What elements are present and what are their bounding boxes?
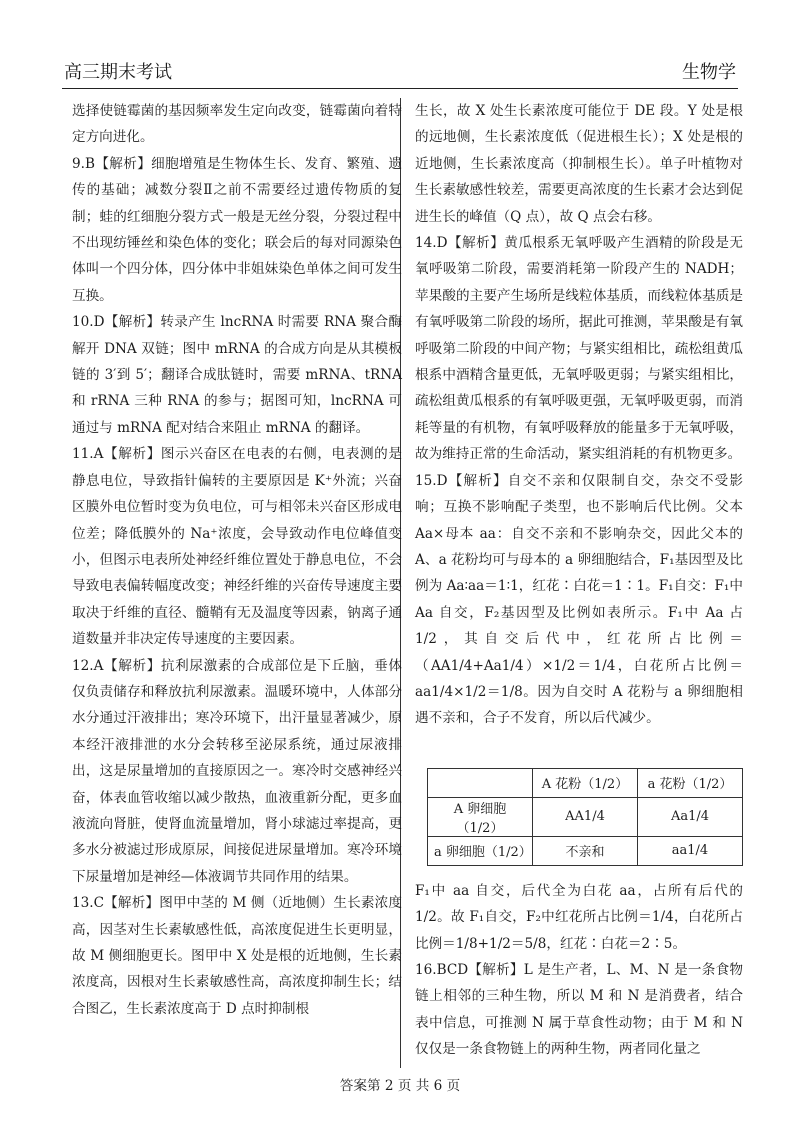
- table-row: [428, 836, 743, 865]
- answer-12: 12.A【解析】抗利尿激素的合成部位是下丘脑，垂体仅负责储存和释放抗利尿激素。温暖环境中，人体部分水分通过汗液排出；寒冷环境下，出汗量显著减少，原本经汗液排泄的水分会转移至泌尿系统，通过尿液排出，这是尿量增加的直接原因之一。寒冷时交感神经兴奋，体表血管收缩以减少散热，血液重新分配，更多血液流向肾脏，使肾血流量增加，肾小球滤过率提高，更多水分被滤过形成原尿，间接促进尿量增加。寒冷环境下尿量增加是神经—体液调节共同作用的结果。: [72, 657, 402, 885]
- table-header-cell: A 花粉（1/2）: [533, 768, 638, 797]
- table-cell: AA1/4: [533, 797, 638, 836]
- answer-paragraph: 选择使链霉菌的基因频率发生定向改变，链霉菌向着特定方向进化。: [72, 103, 402, 146]
- subject-label: 生物学: [682, 62, 736, 83]
- table-header-cell: a 花粉（1/2）: [638, 768, 743, 797]
- table-row: [428, 797, 743, 836]
- answer-15-continued: F₁中 aa 自交，后代全为白花 aa，占所有后代的 1/2。故 F₁自交，F₂中红花所占比例＝1/4，白花所占比例＝1/8+1/2＝5/8，红花∶白花＝2∶5。: [415, 882, 743, 952]
- table-cell: aa1/4: [638, 836, 743, 865]
- answer-16: 16.BCD【解析】L 是生产者，L、M、N 是一条食物链上相邻的三种生物，所以 M 和 N 是消费者，结合表中信息，可推测 N 属于草食性动物；由于 M 和 N 仅仅是一条食物链上的两种生物，两者同化量之: [415, 961, 743, 1058]
- left-column: [72, 98, 402, 1022]
- table-header-cell: [428, 768, 533, 797]
- table-cell: A 卵细胞（1/2）: [428, 797, 533, 836]
- answer-13-continued: 生长，故 X 处生长素浓度可能位于 DE 段。Y 处是根的远地侧，生长素浓度低（促进根生长）；X 处是根的近地侧，生长素浓度高（抑制根生长）。单子叶植物对生长素敏感性较差，需要更高浓度的生长素才会达到促进生长的峰值（Q 点），故 Q 点会右移。: [415, 103, 743, 225]
- page-footer: 答案第 2 页 共 6 页: [339, 1078, 461, 1094]
- header-rule: [62, 88, 738, 89]
- answer-10: 10.D【解析】转录产生 lncRNA 时需要 RNA 聚合酶解开 DNA 双链；图中 mRNA 的合成方向是从其模板链的 3′到 5′；翻译合成肽链时，需要 mRNA、tRNA 和 rRNA 三种 RNA 的参与；据图可知，lncRNA 可通过与 mRNA 配对结合来阻止 mRNA 的翻译。: [72, 314, 402, 436]
- answer-15: 15.D【解析】自交不亲和仅限制自交，杂交不受影响；互换不影响配子类型，也不影响后代比例。父本 Aa×母本 aa：自交不亲和不影响杂交，因此父本的 A、a 花粉均可与母本的 a 卵细胞结合，F₁基因型及比例为 Aa∶aa＝1∶1，红花∶白花＝1∶1。F₁自交：F₁中 Aa 自交，F₂基因型及比例如表所示。F₁中 Aa 占 1/2，其自交后代中，红花所占比例＝（AA1/4+Aa1/4）×1/2＝1/4，白花所占比例＝aa1/4×1/2＝1/8。因为自交时 A 花粉与 a 卵细胞相遇不亲和，合子不发育，所以后代减少。: [415, 472, 743, 727]
- cross-table: [427, 768, 743, 866]
- answer-11: 11.A【解析】图示兴奋区在电表的右侧，电表测的是静息电位，导致指针偏转的主要原因是 K⁺外流；兴奋区膜外电位暂时变为负电位，可与相邻未兴奋区形成电位差；降低膜外的 Na⁺浓度，会导致动作电位峰值变小，但图示电表所处神经纤维位置处于静息电位，不会导致电表偏转幅度改变；神经纤维的兴奋传导速度主要取决于纤维的直径、髓鞘有无及温度等因素，钠离子通道数量并非决定传导速度的主要因素。: [72, 446, 402, 648]
- table-cell: a 卵细胞（1/2）: [428, 836, 533, 865]
- page-header: [0, 0, 800, 83]
- table-cell: Aa1/4: [638, 797, 743, 836]
- answer-9: 9.B【解析】细胞增殖是生物体生长、发育、繁殖、遗传的基础；减数分裂Ⅱ之前不需要经过遗传物质的复制；蛙的红细胞分裂方式一般是无丝分裂，分裂过程中不出现纺锤丝和染色体的变化；联会后的每对同源染色体叫一个四分体，四分体中非姐妹染色单体之间可发生互换。: [72, 155, 402, 304]
- answer-14: 14.D【解析】黄瓜根系无氧呼吸产生酒精的阶段是无氧呼吸第二阶段，需要消耗第一阶段产生的 NADH；苹果酸的主要产生场所是线粒体基质，而线粒体基质是有氧呼吸第二阶段的场所，据此可推测，苹果酸是有氧呼吸第二阶段的中间产物；与紧实组相比，疏松组黄瓜根系中酒精含量更低，无氧呼吸更弱；与紧实组相比，疏松组黄瓜根系的有氧呼吸更强，无氧呼吸更弱，而消耗等量的有机物，有氧呼吸释放的能量多于无氧呼吸，故为维持正常的生命活动，紧实组消耗的有机物更多。: [415, 235, 743, 463]
- table-header-row: [428, 768, 743, 797]
- right-column: [415, 98, 743, 1063]
- exam-title: 高三期末考试: [64, 62, 172, 83]
- table-cell: 不亲和: [533, 836, 638, 865]
- answer-13: 13.C【解析】图甲中茎的 M 侧（近地侧）生长素浓度高，因茎对生长素敏感性低，高浓度促进生长更明显，故 M 侧细胞更长。图甲中 X 处是根的近地侧，生长素浓度高，因根对生长素敏感性高，高浓度抑制生长；结合图乙，生长素浓度高于 D 点时抑制根: [72, 895, 402, 1017]
